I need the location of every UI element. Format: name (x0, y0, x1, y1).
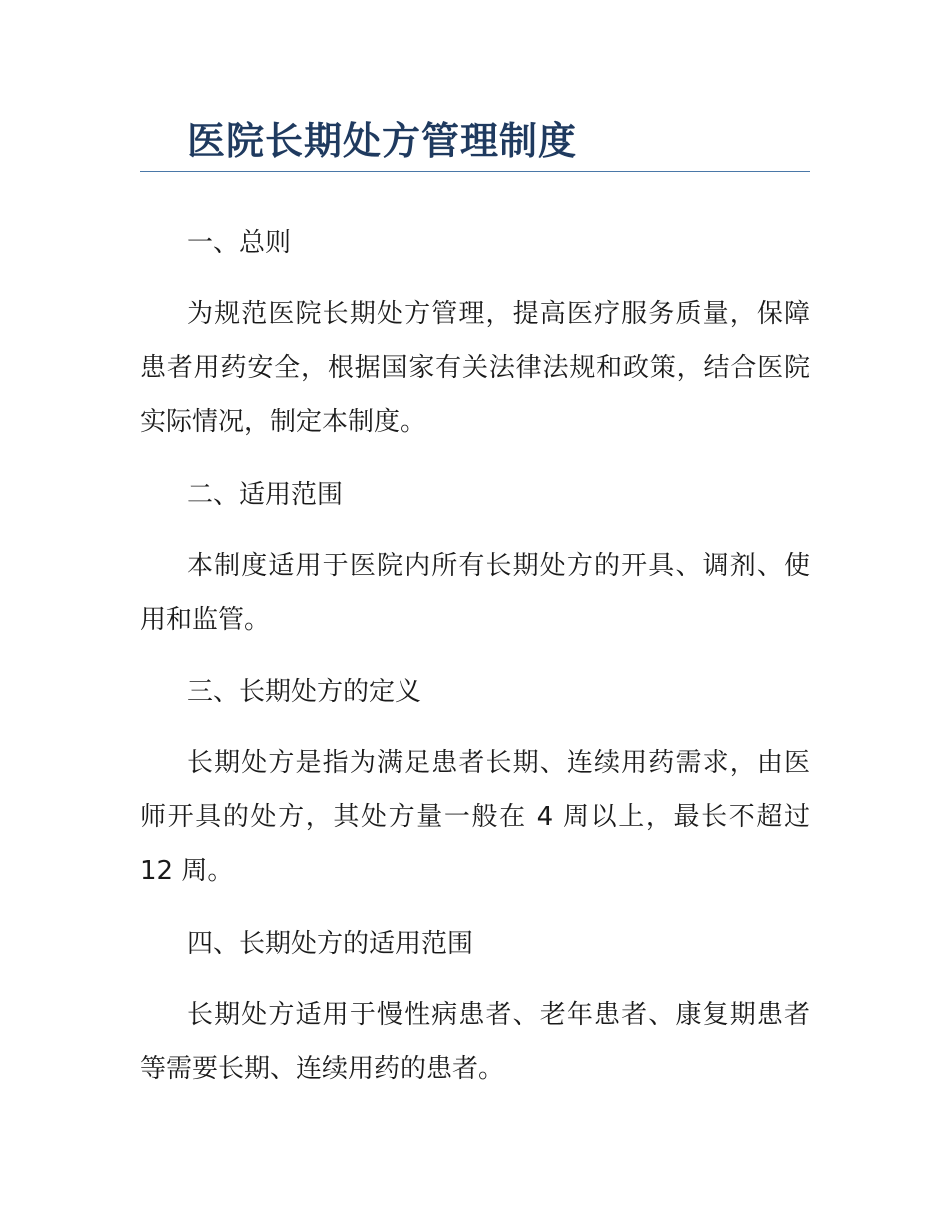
section-paragraph-applicability: 长期处方适用于慢性病患者、老年患者、康复期患者等需要长期、连续用药的患者。 (140, 1000, 810, 1084)
section-heading-applicability: 四、长期处方的适用范围 (187, 929, 474, 959)
document-title: 医院长期处方管理制度 (187, 119, 578, 163)
section-paragraph-general: 为规范医院长期处方管理，提高医疗服务质量，保障患者用药安全，根据国家有关法律法规和政策，结合医院实际情况，制定本制度。 (140, 299, 810, 437)
section-paragraph-scope: 本制度适用于医院内所有长期处方的开具、调剂、使用和监管。 (140, 551, 810, 635)
section-paragraph-definition: 长期处方是指为满足患者长期、连续用药需求，由医师开具的处方，其处方量一般在 4 周以上，最长不超过 12 周。 (140, 748, 810, 886)
section-heading-scope: 二、适用范围 (187, 480, 344, 510)
section-heading-definition: 三、长期处方的定义 (187, 677, 422, 707)
title-divider (140, 171, 810, 172)
section-heading-general: 一、总则 (187, 228, 292, 258)
